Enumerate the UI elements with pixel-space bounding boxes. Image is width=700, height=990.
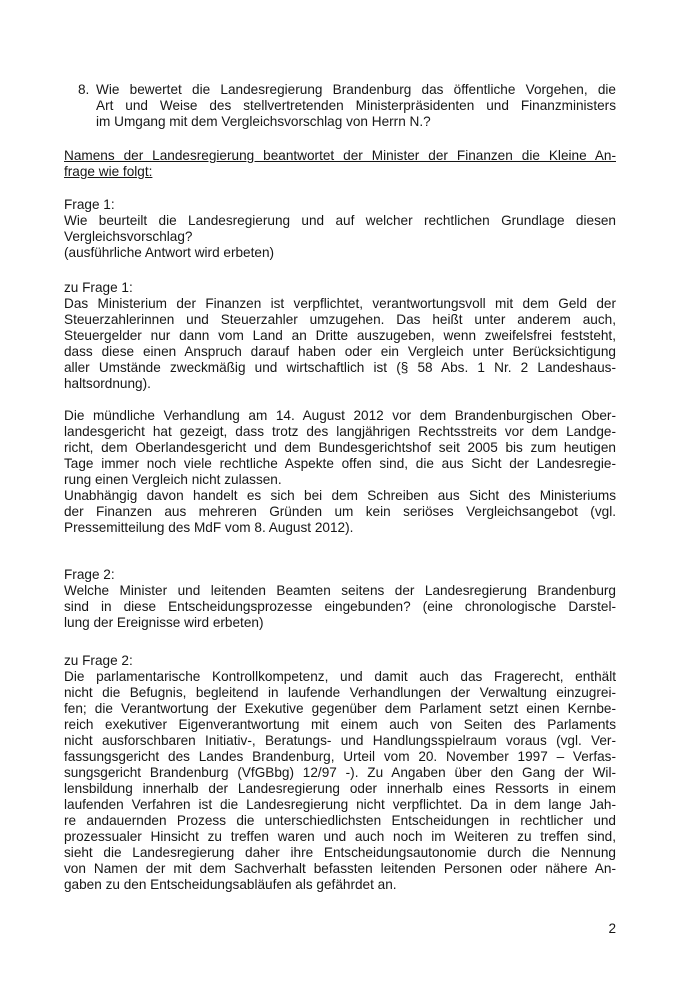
answer-frage-1	[64, 280, 616, 392]
text-line: Die parlamentarische Kontrollkompetenz, und damit auch das Fragerecht, enthält	[64, 669, 616, 684]
text-line: Pressemitteilung des MdF vom 8. August 2012).	[64, 520, 354, 535]
page-number: 2	[608, 921, 616, 936]
text-line: richt, dem Oberlandesgericht und dem Bundesgerichtshof seit 2005 bis zum heutigen	[64, 440, 616, 455]
question-item-8	[64, 82, 616, 130]
text-line: sungsgericht Brandenburg (VfGBbg) 12/97 -). Zu Angaben über den Gang der Wil-	[64, 765, 616, 780]
text-line: laufenden Verfahren ist die Landesregierung nicht verpflichtet. Da in dem lange Jah-	[64, 797, 616, 812]
text-line: aller Umstände zweckmäßig und wirtschaftlich ist (§ 58 Abs. 1 Nr. 2 Landeshaus-	[64, 360, 616, 375]
text-line: Wie beurteilt die Landesregierung und auf welcher rechtlichen Grundlage diesen	[64, 213, 616, 228]
text-line: fassungsgericht des Landes Brandenburg, Urteil vom 20. November 1997 – Verfas-	[64, 749, 616, 764]
text-line: dass diese einen Anspruch darauf haben oder ein Vergleich unter Berücksichtigung	[64, 344, 616, 359]
text-line: lensbildung innerhalb der Landesregierung oder innerhalb eines Ressorts in einem	[64, 781, 616, 796]
text-line: reich exekutiver Eigenverantwortung mit einem auch von Seiten des Parlaments	[64, 717, 616, 732]
text-line: fen; die Verantwortung der Exekutive gegenüber dem Parlament setzt einen Kernbe-	[64, 701, 616, 716]
text-line: Frage 1:	[64, 197, 115, 212]
text-line: (ausführliche Antwort wird erbeten)	[64, 245, 275, 260]
text-line: Vergleichsvorschlag?	[64, 229, 193, 244]
text-line: Art und Weise des stellvertretenden Ministerpräsidenten und Finanzministers	[96, 98, 616, 113]
text-line: Welche Minister und leitenden Beamten seitens der Landesregierung Brandenburg	[64, 583, 616, 598]
answer-frage-1-continued	[64, 408, 616, 536]
text-line: im Umgang mit dem Vergleichsvorschlag von Herrn N.?	[96, 114, 431, 129]
text-line: re andauernden Prozess die unterschiedlichsten Entscheidungen in rechtlicher und	[64, 813, 616, 828]
answer-intro	[64, 148, 616, 180]
section-frage-2	[64, 567, 616, 631]
text-line: landesgericht hat gezeigt, dass trotz des langjährigen Rechtsstreits vor dem Landge-	[64, 424, 616, 439]
question-8-text	[96, 82, 616, 130]
text-line: Wie bewertet die Landesregierung Brandenburg das öffentliche Vorgehen, die	[96, 82, 616, 97]
text-line: Das Ministerium der Finanzen ist verpflichtet, verantwortungsvoll mit dem Geld der	[64, 296, 616, 311]
text-line: Tage immer noch viele rechtliche Aspekte offen sind, die aus Sicht der Landesregie-	[64, 456, 616, 471]
text-line: Die mündliche Verhandlung am 14. August 2012 vor dem Brandenburgischen Ober-	[64, 408, 616, 423]
answer-frage-2	[64, 653, 616, 893]
text-line: haltsordnung).	[64, 376, 151, 391]
text-line: nicht ausforschbaren Initiativ-, Beratungs- und Handlungsspielraum voraus (vgl. Ver-	[64, 733, 616, 748]
section-frage-1	[64, 197, 616, 261]
text-line: von Namen der mit dem Sachverhalt befassten leitenden Personen oder nähere An-	[64, 861, 616, 876]
text-line: sind in diese Entscheidungsprozesse eingebunden? (eine chronologische Darstel-	[64, 599, 616, 614]
text-line: prozessualer Hinsicht zu treffen waren und auch noch im Weiteren zu treffen sind,	[64, 829, 616, 844]
text-line: nicht die Befugnis, begleitend in laufende Verhandlungen der Verwaltung einzugrei-	[64, 685, 616, 700]
text-line: zu Frage 1:	[64, 280, 133, 295]
text-line: rung einen Vergleich nicht zulassen.	[64, 472, 282, 487]
document-body	[64, 82, 616, 893]
text-line: Namens der Landesregierung beantwortet der Minister der Finanzen die Kleine An-	[64, 148, 616, 163]
text-line: Unabhängig davon handelt es sich bei dem Schreiben aus Sicht des Ministeriums	[64, 488, 616, 503]
question-number: 8.	[78, 82, 90, 97]
text-line: zu Frage 2:	[64, 653, 133, 668]
text-line: Steuerzahlerinnen und Steuerzahler umzugehen. Das heißt unter anderem auch,	[64, 312, 616, 327]
text-line: sieht die Landesregierung daher ihre Entscheidungsautonomie durch die Nennung	[64, 845, 616, 860]
text-line: Steuergelder nur dann vom Land an Dritte auszugeben, wenn zweifelsfrei feststeht,	[64, 328, 616, 343]
text-line: lung der Ereignisse wird erbeten)	[64, 615, 264, 630]
text-line: der Finanzen aus mehreren Gründen um kein seriöses Vergleichsangebot (vgl.	[64, 504, 616, 519]
text-line: Frage 2:	[64, 567, 115, 582]
text-line: frage wie folgt:	[64, 164, 153, 179]
text-line: gaben zu den Entscheidungsabläufen als gefährdet an.	[64, 877, 397, 892]
